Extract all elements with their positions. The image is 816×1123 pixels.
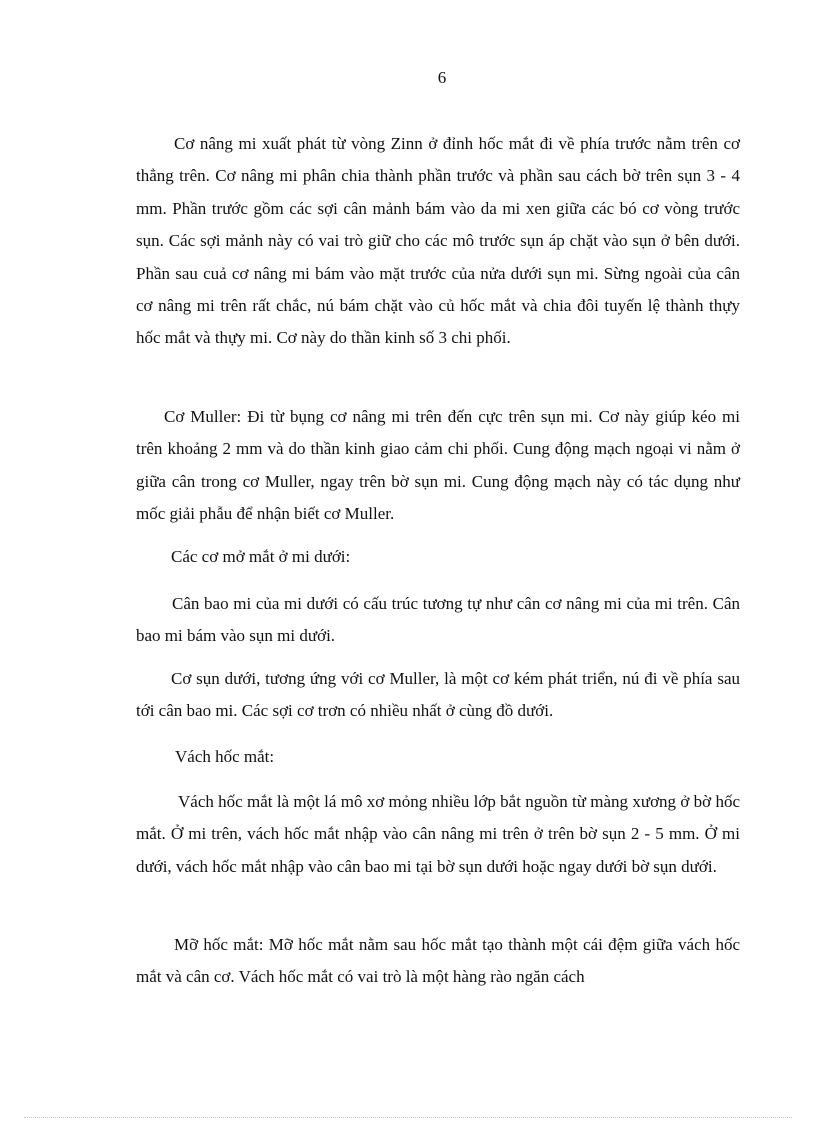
paragraph-orbital-fat: Mỡ hốc mắt: Mỡ hốc mắt nằm sau hốc mắt tạo thành một cái đệm giữa vách hốc mắt và cân cơ. Vách hốc mắt có vai trò là một hàng rào ngăn cách bbox=[136, 935, 740, 987]
heading-lower-lid-muscles: Các cơ mở mắt ở mi dưới: bbox=[171, 547, 351, 566]
heading-orbital-septum: Vách hốc mắt: bbox=[175, 747, 275, 766]
paragraph-capsulopalpebral-fascia: Cân bao mi của mi dưới có cấu trúc tương tự như cân cơ nâng mi của mi trên. Cân bao mi bám vào sụn mi dưới. bbox=[136, 594, 740, 646]
paragraph-levator-muscle: Cơ nâng mi xuất phát từ vòng Zinn ở đỉnh hốc mắt đi về phía trước nằm trên cơ thẳng trên. Cơ nâng mi phân chia thành phần trước và phần sau cách bờ trên sụn 3 - 4 mm. Phần trước gồm các sợi cân mảnh bám vào da mi xen giữa các bó cơ vòng trước sụn. Các sợi mảnh này có vai trò giữ cho các mô trước sụn áp chặt vào sụn ở bên dưới. Phần sau cuả cơ nâng mi bám vào mặt trước của nửa dưới sụn mi. Sừng ngoài của cân cơ nâng mi trên rất chắc, nú bám chặt vào củ hốc mắt và chia đôi tuyến lệ thành thựy hốc mắt và thựy mi. Cơ này do thần kinh số 3 chi phối. bbox=[136, 134, 740, 348]
page-number: 6 bbox=[437, 68, 447, 87]
page-bottom-divider bbox=[24, 1117, 792, 1118]
paragraph-inferior-tarsal-muscle: Cơ sụn dưới, tương ứng với cơ Muller, là một cơ kém phát triển, nú đi về phía sau tới cân bao mi. Các sợi cơ trơn có nhiều nhất ở cùng đồ dưới. bbox=[136, 669, 740, 721]
paragraph-muller-muscle: Cơ Muller: Đi từ bụng cơ nâng mi trên đến cực trên sụn mi. Cơ này giúp kéo mi trên khoảng 2 mm và do thần kinh giao cảm chi phối. Cung động mạch ngoại vi nằm ở giữa cân trong cơ Muller, ngay trên bờ sụn mi. Cung động mạch này có tác dụng như mốc giải phẫu để nhận biết cơ Muller. bbox=[136, 407, 740, 524]
paragraph-orbital-septum: Vách hốc mắt là một lá mô xơ mỏng nhiều lớp bắt nguồn từ màng xương ở bờ hốc mắt. Ở mi trên, vách hốc mắt nhập vào cân nâng mi trên ở trên bờ sụn 2 - 5 mm. Ở mi dưới, vách hốc mắt nhập vào cân bao mi tại bờ sụn dưới hoặc ngay dưới bờ sụn dưới. bbox=[136, 792, 740, 876]
